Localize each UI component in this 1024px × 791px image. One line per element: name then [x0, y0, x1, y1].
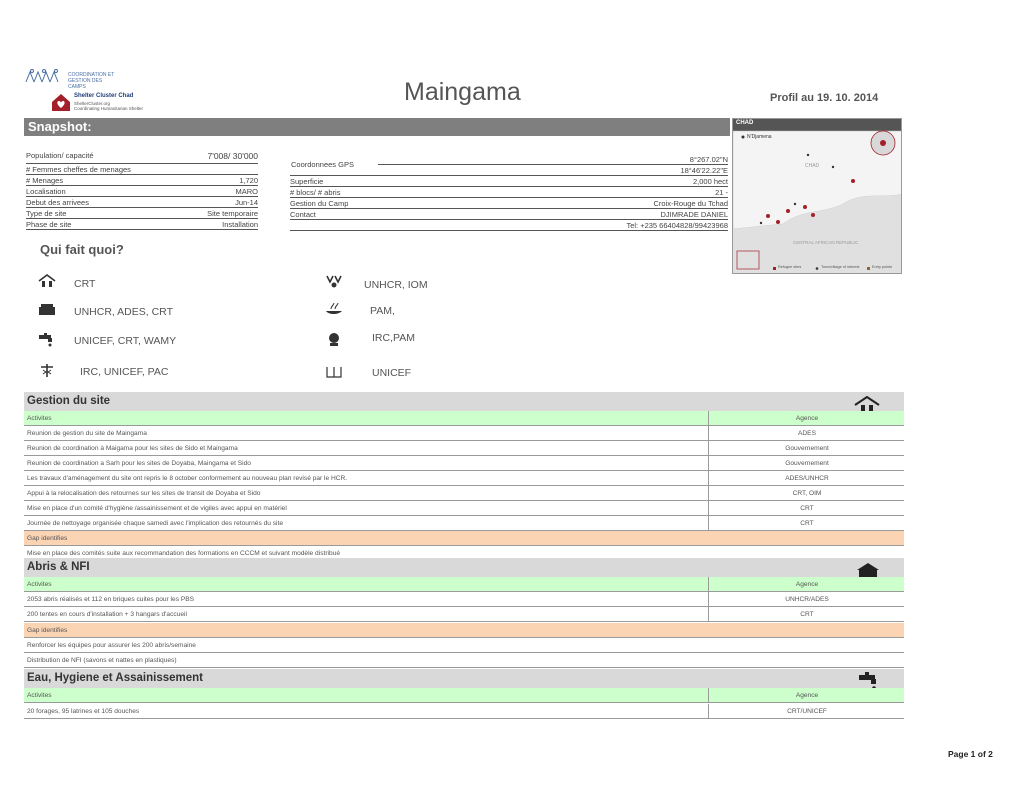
snapshot-row [26, 186, 258, 197]
table-row [24, 704, 904, 719]
snapshot-key: Phase de site [26, 220, 72, 229]
snapshot-key: Superficie [290, 177, 324, 186]
snapshot-value: Installation [222, 220, 258, 229]
snapshot-key: Debut des arrivees [26, 198, 89, 207]
water-tap-icon [38, 333, 56, 347]
agency-cell: ADES [708, 426, 905, 440]
activity-cell: Reunion de coordination a Sarh pour les sites de Doyaba, Maingama et Sido [27, 460, 251, 467]
snapshot-row [26, 219, 258, 230]
agency-cell: CRT, OIM [708, 486, 905, 500]
table-header-row [24, 411, 904, 426]
table-row [24, 592, 904, 607]
snapshot-value: 1,720 [239, 176, 258, 185]
map-legend-item: Town/village of interest [821, 265, 860, 269]
snapshot-key: Contact [290, 210, 316, 219]
activity-cell: 20 forages, 95 latrines et 105 douches [27, 708, 140, 715]
section-title: Gestion du site [27, 395, 111, 407]
agency-cell: Gouvernement [708, 456, 905, 470]
activity-cell: Mise en place d'un comité d'hygiène /assainissement et de vigiles avec appui en matériel [27, 505, 287, 512]
snapshot-value: Site temporaire [207, 209, 258, 218]
qfq-health-text: IRC, UNICEF, PAC [80, 366, 169, 378]
snapshot-value: 21 - [715, 188, 728, 197]
page-number: Page 1 of 2 [948, 749, 993, 759]
section-wash [24, 669, 904, 688]
nfi-icon [38, 303, 56, 317]
education-icon [325, 365, 343, 379]
snapshot-key: Gestion du Camp [290, 199, 349, 208]
gap-cell: Mise en place des comités suite aux recommandation des formations en CCCM et suivant modèle distribué [27, 550, 340, 557]
section-abris-nfi [24, 558, 904, 577]
gps-latitude: 8°267.02"N [689, 155, 728, 164]
snapshot-key: # Femmes cheffes de menages [26, 165, 131, 174]
snapshot-row [26, 208, 258, 219]
gps-longitude-row [290, 165, 728, 176]
activity-cell: 2053 abris réalisés et 112 en briques cuites pour les PBS [27, 596, 195, 603]
snapshot-value: MARO [235, 187, 258, 196]
snapshot-row [290, 198, 728, 209]
snapshot-key: Population/ capacité [26, 151, 94, 160]
snapshot-value: 7'008/ 30'000 [207, 151, 258, 161]
cluster-logo [24, 68, 154, 114]
map-title: CHAD [736, 120, 754, 126]
snapshot-value: Tel: +235 66404828/99423968 [626, 221, 728, 230]
map-graphic [733, 119, 902, 274]
activities-header: Activites [27, 581, 52, 588]
gap-header-row [24, 623, 904, 638]
gap-header: Gap identifies [27, 535, 68, 542]
qfq-shelter-text: CRT [74, 278, 96, 290]
table-row [24, 471, 904, 486]
protection-icon [325, 274, 343, 288]
gap-row [24, 638, 904, 653]
profile-date: Profil au 19. 10. 2014 [770, 92, 879, 104]
map-legend-item: Refugee sites [778, 265, 802, 269]
section-title: Eau, Hygiene et Assainissement [27, 672, 203, 684]
snapshot-row [26, 164, 258, 175]
gap-cell: Renforcer les équipes pour assurer les 200 abris/semaine [27, 642, 196, 649]
snapshot-row [290, 187, 728, 198]
section-title: Abris & NFI [27, 561, 90, 573]
snapshot-value: 2,000 hect [692, 177, 728, 186]
qfq-water-text: UNICEF, CRT, WAMY [74, 335, 177, 347]
cccm-logo-icon [24, 68, 64, 84]
snapshot-value: Jun-14 [235, 198, 258, 207]
activity-cell: Journée de nettoyage organisée chaque samedi avec l'implication des retournés du site [27, 520, 284, 527]
table-row [24, 516, 904, 531]
activity-cell: Reunion de coordination à Maigama pour les sites de Sido et Maingama [27, 445, 238, 452]
gap-header: Gap identifies [27, 627, 68, 634]
activities-header: Activites [27, 692, 52, 699]
gap-row [24, 653, 904, 668]
snapshot-row [26, 197, 258, 208]
qfq-nutrition-text: IRC,PAM [372, 332, 415, 344]
gps-label: Coordonnees GPS [291, 160, 354, 169]
qfq-food-text: PAM, [370, 305, 395, 317]
snapshot-value: Croix-Rouge du Tchad [653, 199, 728, 208]
house-heart-icon [50, 92, 72, 112]
agency-cell: ADES/UNHCR [708, 471, 905, 485]
qfq-nfi-text: UNHCR, ADES, CRT [74, 306, 173, 318]
agency-cell: CRT [708, 607, 905, 621]
snapshot-key: # Menages [26, 176, 64, 185]
map-country-label: CHAD [805, 163, 820, 169]
qfq-education-text: UNICEF [372, 367, 412, 379]
shelter-cluster-name: Shelter Cluster Chad [74, 93, 134, 99]
activity-cell: Reunion de gestion du site de Maingama [27, 430, 147, 437]
snapshot-value: DJIMRADE DANIEL [660, 210, 728, 219]
table-row [24, 501, 904, 516]
activity-cell: Les travaux d'aménagement du site ont repris le 8 october conformement au nouveau plan revisé par le HCR. [27, 475, 348, 482]
nutrition-icon [325, 332, 343, 346]
table-row [24, 456, 904, 471]
shelter-icon [38, 274, 56, 288]
page-title: Maingama [404, 78, 521, 106]
snapshot-key: Type de site [26, 209, 67, 218]
agency-header: Agence [708, 688, 905, 702]
snapshot-key: # blocs/ # abris [290, 188, 341, 197]
who-does-what-title: Qui fait quoi? [40, 242, 124, 257]
table-row [24, 486, 904, 501]
shelter-cluster-tagline: Coordinating Humanitarian Shelter [74, 106, 144, 111]
qfq-protection-text: UNHCR, IOM [364, 279, 428, 291]
snapshot-header: Snapshot: [24, 118, 730, 136]
location-map [732, 118, 902, 274]
activities-header: Activites [27, 415, 52, 422]
table-header-row [24, 577, 904, 592]
map-neighbor-label: CENTRAL AFRICAN REPUBLIC [793, 240, 859, 245]
snapshot-row [290, 209, 728, 220]
snapshot-row [26, 175, 258, 186]
snapshot-row [26, 150, 258, 164]
shelter-cluster-url: ShelterCluster.org [74, 101, 111, 106]
table-header-row [24, 688, 904, 703]
agency-cell: CRT/UNICEF [708, 704, 905, 718]
snapshot-row [290, 176, 728, 187]
gps-longitude: 18°46'22.22"E [680, 166, 728, 175]
agency-cell: CRT [708, 516, 905, 530]
snapshot-key: Localisation [26, 187, 66, 196]
health-icon [38, 363, 56, 377]
activity-cell: 200 tentes en cours d'installation + 3 hangars d'accueil [27, 611, 187, 618]
gap-cell: Distribution de NFI (savons et nattes en plastiques) [27, 657, 177, 664]
activity-cell: Appui à la relocalisation des retournes sur les sites de transit de Doyaba et Sido [27, 490, 261, 497]
snapshot-row [290, 220, 728, 231]
cccm-label: COORDINATION ET GESTION DES CAMPS [68, 72, 115, 90]
map-capital-label: N'Djamena [747, 134, 772, 140]
table-row [24, 426, 904, 441]
agency-header: Agence [708, 577, 905, 591]
agency-cell: UNHCR/ADES [708, 592, 905, 606]
agency-cell: Gouvernement [708, 441, 905, 455]
agency-cell: CRT [708, 501, 905, 515]
gap-header-row [24, 531, 904, 546]
food-icon [325, 302, 343, 316]
agency-header: Agence [708, 411, 905, 425]
section-gestion-du-site [24, 392, 904, 411]
table-row [24, 607, 904, 622]
table-row [24, 441, 904, 456]
map-legend-item: Entry points [872, 265, 893, 269]
